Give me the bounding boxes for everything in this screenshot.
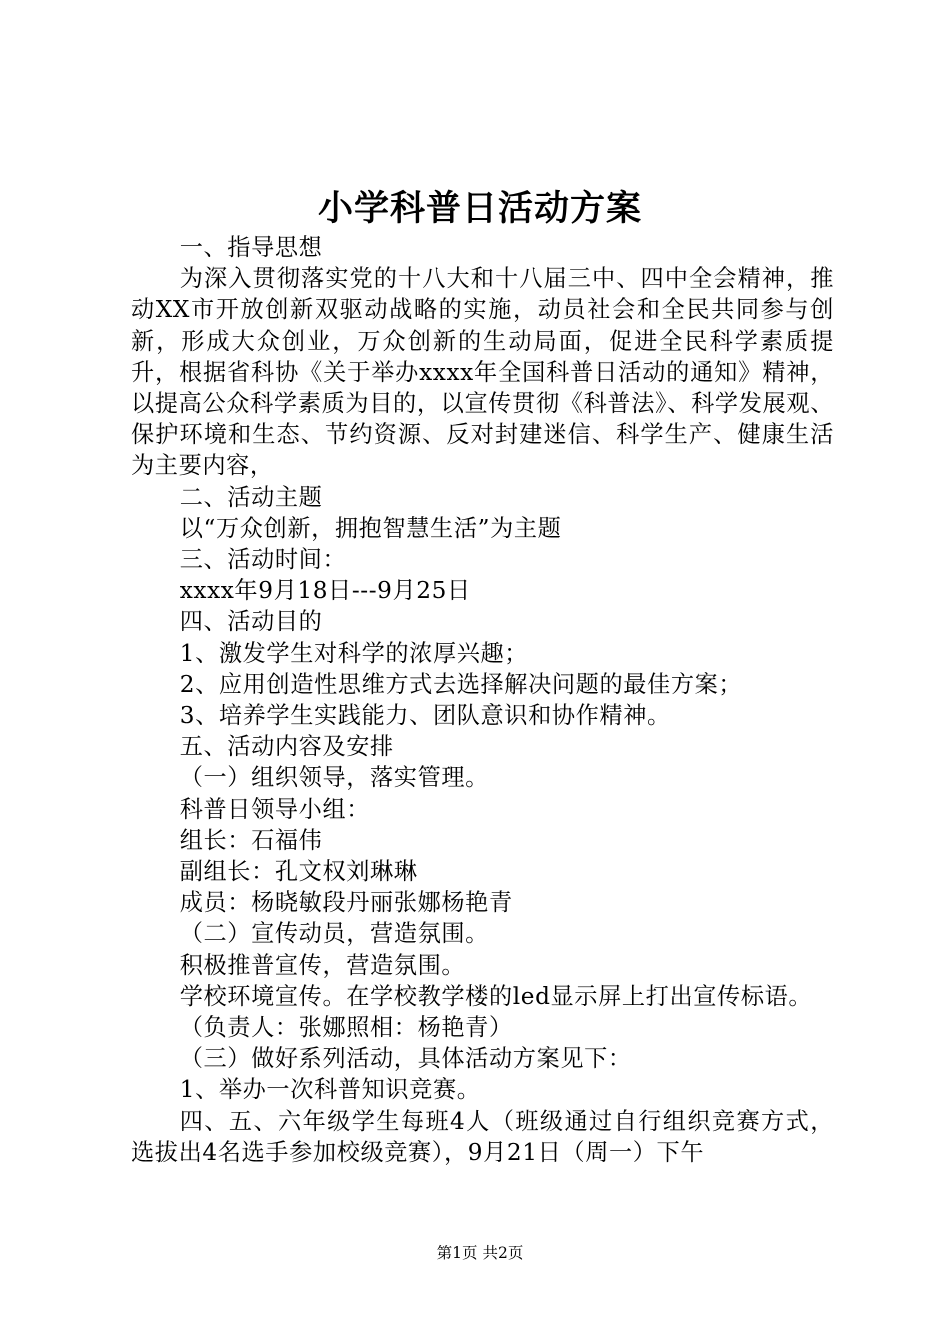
- document-body: [131, 232, 834, 1168]
- paragraph-publicity: 积极推普宣传，营造氛围。: [179, 951, 466, 979]
- list-item-purpose-1: 1、激发学生对科学的浓厚兴趣；: [179, 639, 529, 667]
- document-title: 小学科普日活动方案: [317, 188, 642, 229]
- paragraph-members: 成员：杨晓敏段丹丽张娜杨艳青: [179, 889, 513, 917]
- heading-activity-theme: 二、活动主题: [179, 483, 323, 511]
- subheading-series-activities: （三）做好系列活动，具体活动方案见下：: [179, 1045, 632, 1073]
- list-item-purpose-2: 2、应用创造性思维方式去选择解决问题的最佳方案；: [179, 670, 743, 698]
- heading-activity-time: 三、活动时间：: [179, 546, 347, 574]
- list-item-knowledge-contest: 1、举办一次科普知识竞赛。: [179, 1076, 481, 1104]
- paragraph-responsible-persons: （负责人：张娜照相：杨艳青）: [179, 1014, 513, 1042]
- subheading-publicity: （二）宣传动员，营造氛围。: [179, 920, 489, 948]
- subheading-organization: （一）组织领导，落实管理。: [179, 764, 489, 792]
- paragraph-deputy-leader: 副组长：孔文权刘琳琳: [179, 858, 418, 886]
- paragraph-campus-publicity: 学校环境宣传。在学校教学楼的led显示屏上打出宣传标语。: [179, 982, 813, 1010]
- list-item-purpose-3: 3、培养学生实践能力、团队意识和协作精神。: [179, 702, 671, 730]
- paragraph-leadership-group: 科普日领导小组：: [179, 795, 371, 823]
- heading-activity-purpose: 四、活动目的: [179, 608, 323, 636]
- heading-activity-content: 五、活动内容及安排: [179, 733, 394, 761]
- paragraph-guiding-ideology: 为深入贯彻落实党的十八大和十八届三中、四中全会精神，推动XX市开放创新双驱动战略的实施，动员社会和全民共同参与创新，形成大众创业，万众创新的生动局面，促进全民科学素质提升，根据省科协《关于举办xxxx年全国科普日活动的通知》精神，以提高公众科学素质为目的，以宣传贯彻《科普法》、科学发展观、保护环境和生态、节约资源、反对封建迷信、科学生产、健康生活为主要内容，: [131, 265, 834, 480]
- paragraph-activity-theme: 以“万众创新，拥抱智慧生活”为主题: [179, 514, 562, 542]
- paragraph-activity-time: xxxx年9月18日---9月25日: [179, 577, 471, 605]
- paragraph-group-leader: 组长：石福伟: [179, 826, 323, 854]
- paragraph-contest-details: 四、五、六年级学生每班4人（班级通过自行组织竞赛方式，选拔出4名选手参加校级竞赛），9月21日（周一）下午: [131, 1107, 834, 1166]
- page-number-footer: 第1页 共2页: [436, 1244, 524, 1262]
- heading-guiding-ideology: 一、指导思想: [179, 234, 323, 261]
